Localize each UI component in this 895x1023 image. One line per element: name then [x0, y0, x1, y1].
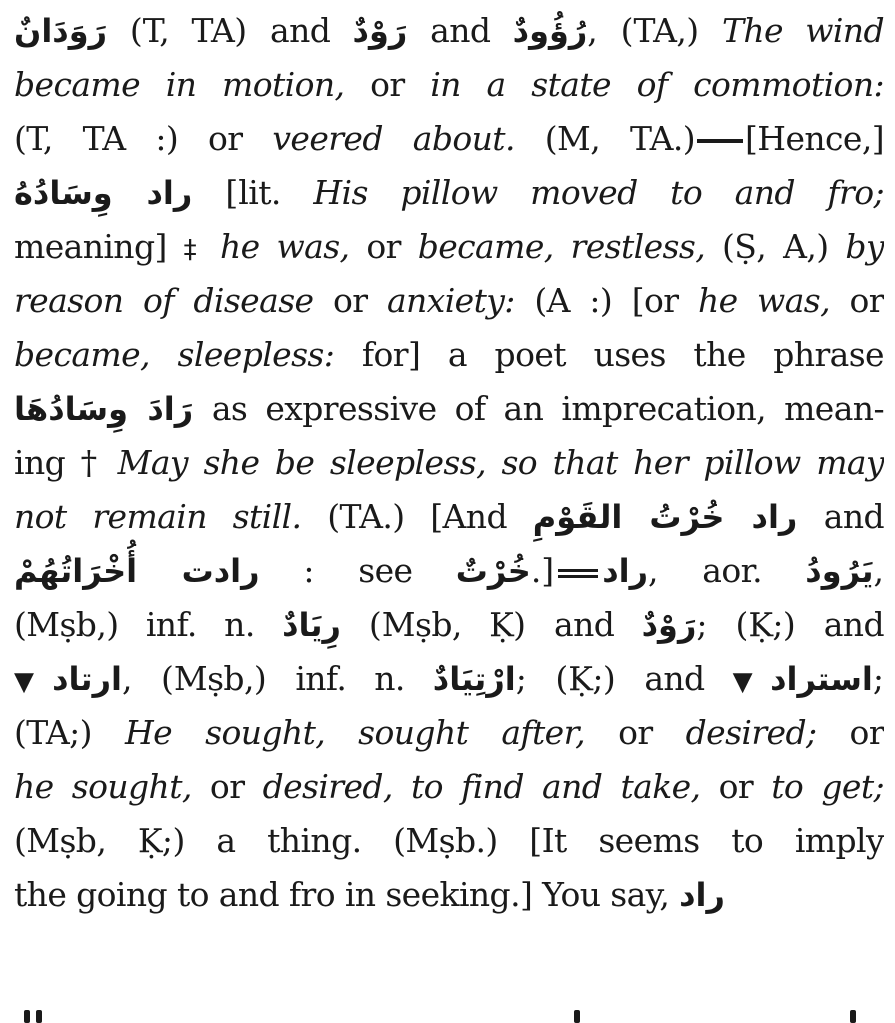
arabic-term: رُؤُودٌ	[512, 12, 588, 50]
roman-text: and	[797, 497, 884, 536]
text-line	[14, 4, 884, 58]
arabic-term: راد خُرْتُ القَوْمِ	[532, 498, 798, 536]
text-line	[14, 166, 884, 220]
roman-text: ,	[873, 551, 884, 590]
roman-text: [lit.	[192, 173, 314, 212]
roman-text: ; (Ḳ;) and	[515, 659, 733, 698]
roman-text: (A :) [or	[514, 281, 698, 320]
roman-text: (T, TA :) or	[14, 119, 273, 158]
cut-off-glyph	[574, 1010, 580, 1023]
roman-text: the going to and fro in seeking.] You say,	[14, 875, 680, 914]
roman-text: (TA.) [And	[301, 497, 533, 536]
italic-gloss: desired, to find and take,	[262, 767, 701, 806]
text-line	[14, 382, 884, 436]
roman-text: or	[700, 767, 772, 806]
roman-text: as expressive of an imprecation, mean-	[193, 389, 884, 428]
arabic-term: رَادَ وِسَادُهَا	[14, 390, 194, 428]
arabic-term: استراد	[770, 660, 873, 698]
italic-gloss: by	[845, 227, 884, 266]
roman-text: or	[816, 713, 884, 752]
symbol-mark: ▼	[732, 667, 771, 697]
roman-text: or	[344, 65, 431, 104]
italic-gloss: became in motion,	[14, 65, 345, 104]
roman-text: : see	[259, 551, 456, 590]
symbol-mark: ▼	[14, 667, 53, 697]
italic-gloss: veered about.	[272, 119, 515, 158]
arabic-term: رَوَدَانٌ	[14, 12, 108, 50]
dictionary-page	[14, 0, 884, 1023]
double-rule	[558, 569, 598, 578]
roman-text: or	[830, 281, 884, 320]
arabic-term: رَوْدٌ	[641, 606, 697, 644]
italic-gloss: not remain still.	[14, 497, 302, 536]
arabic-term: راد	[679, 876, 725, 914]
text-line	[14, 868, 884, 922]
italic-gloss: desired;	[685, 713, 817, 752]
roman-text: or	[191, 767, 263, 806]
cut-off-next-line	[14, 1008, 884, 1023]
roman-text: , aor.	[648, 551, 806, 590]
italic-gloss: he was,	[697, 281, 830, 320]
arabic-term: راد	[602, 552, 648, 590]
roman-text: meaning]	[14, 227, 184, 266]
text-line	[14, 436, 884, 490]
roman-text: or	[313, 281, 387, 320]
roman-text: (T, TA) and	[107, 11, 353, 50]
italic-gloss: reason of disease	[14, 281, 314, 320]
cut-off-glyph	[36, 1010, 42, 1023]
roman-text: (Mṣb,) inf. n.	[14, 605, 283, 644]
italic-gloss: His pillow moved to and fro;	[313, 173, 884, 212]
text-line	[14, 490, 884, 544]
cut-off-glyph	[850, 1010, 856, 1023]
arabic-term: ارْتِيَادٌ	[432, 660, 516, 698]
italic-gloss: became, sleepless:	[14, 335, 335, 374]
roman-text: (Ṣ, A,)	[705, 227, 846, 266]
roman-text: and	[407, 11, 513, 50]
arabic-term: راد وِسَادُهُ	[14, 174, 193, 212]
roman-text: ;	[872, 659, 884, 698]
cut-off-glyph	[24, 1010, 30, 1023]
text-line	[14, 544, 884, 598]
italic-gloss: The wind	[721, 11, 884, 50]
text-line	[14, 652, 884, 706]
roman-text: .]	[530, 551, 555, 590]
roman-text: (Mṣb, Ḳ;) a thing. (Mṣb.) [It seems to imply	[14, 821, 884, 860]
arabic-term: يَرُودُ	[805, 552, 874, 590]
text-line	[14, 274, 884, 328]
italic-gloss: He sought, sought after,	[124, 713, 586, 752]
text-line	[14, 814, 884, 868]
italic-gloss: in a state of commotion:	[430, 65, 884, 104]
text-line	[14, 328, 884, 382]
text-line	[14, 706, 884, 760]
roman-text: for] a poet uses the phrase	[334, 335, 884, 374]
roman-text: ing †	[14, 443, 118, 482]
em-rule	[697, 139, 743, 143]
italic-gloss: he was,	[203, 227, 350, 266]
arabic-term: ارتاد	[52, 660, 122, 698]
roman-text: or	[585, 713, 686, 752]
italic-gloss: he sought,	[14, 767, 192, 806]
roman-text: , (Mṣb,) inf. n.	[121, 659, 433, 698]
roman-text: or	[349, 227, 418, 266]
text-line	[14, 760, 884, 814]
text-line	[14, 598, 884, 652]
roman-text: (M, TA.)	[514, 119, 695, 158]
roman-text: ; (Ḳ;) and	[696, 605, 884, 644]
italic-gloss: May she be sleepless, so that her pillow may	[117, 443, 884, 482]
text-line	[14, 220, 884, 274]
italic-gloss: to get;	[771, 767, 884, 806]
symbol-mark: ‡	[183, 235, 204, 265]
roman-text: (Mṣb, Ḳ) and	[340, 605, 642, 644]
arabic-term: رادت أُخْرَاتُهُمْ	[14, 552, 260, 590]
roman-text: , (TA,)	[587, 11, 722, 50]
text-line	[14, 58, 884, 112]
arabic-term: خُرْتٌ	[455, 552, 531, 590]
roman-text: [Hence,]	[745, 119, 884, 158]
italic-gloss: became, restless,	[417, 227, 706, 266]
arabic-term: رَوْدٌ	[352, 12, 408, 50]
arabic-term: رِيَادٌ	[282, 606, 341, 644]
roman-text: (TA;)	[14, 713, 125, 752]
text-line	[14, 112, 884, 166]
italic-gloss: anxiety:	[386, 281, 515, 320]
